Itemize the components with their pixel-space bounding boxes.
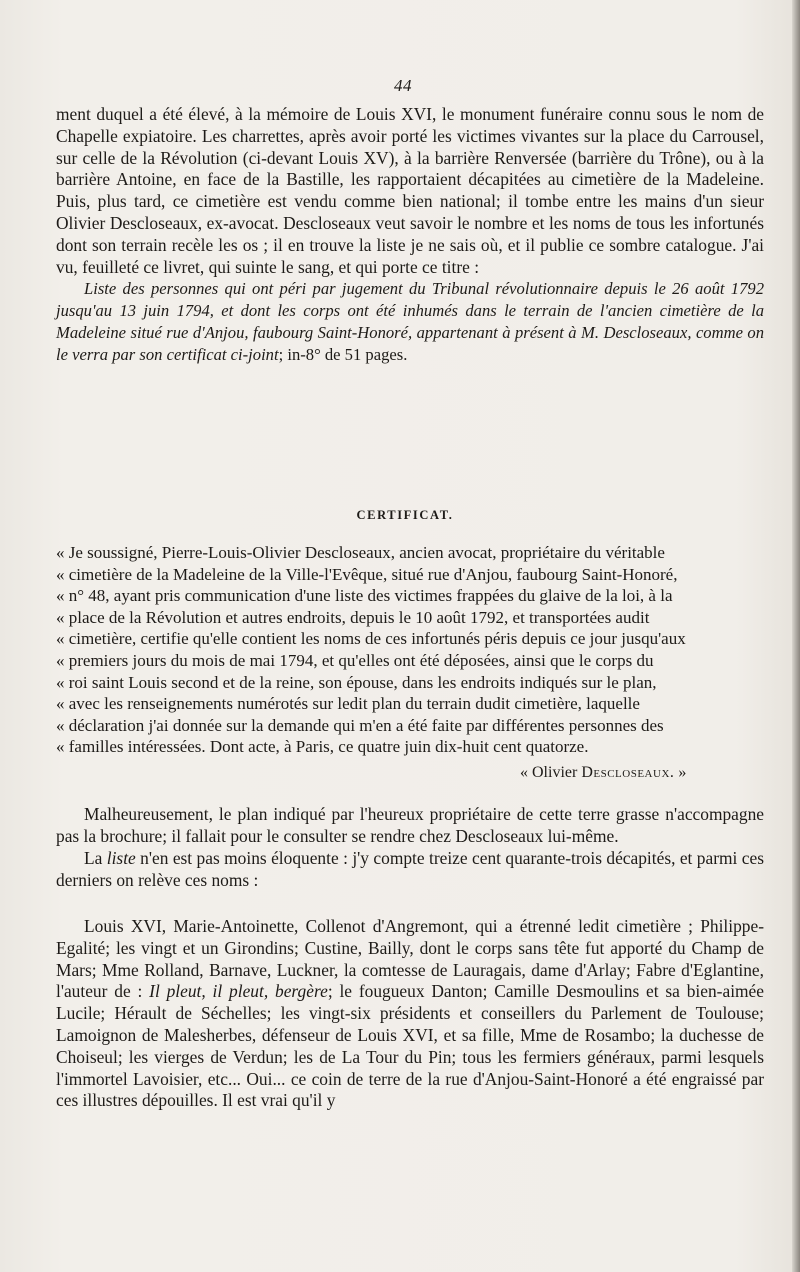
book-title-format: ; in-8° de 51 pages. (278, 345, 408, 364)
page-number: 44 (394, 76, 412, 95)
names-part2: ; le fougueux Danton; Camille Desmoulins et sa bien-aimée Lucile; Hérault de Séchelles; les vingt-six présidents et conseillers du Parlement de Toulouse; Lamoignon de Malesherbes, défenseur de Louis XVI, et sa fille, Mme de Rosambo; la duchesse de Choiseul; les vierges de Verdun; les de La Tour du Pin; tous les fermiers généraux, parmi lesquels l'immortel Lavoisier, etc... Oui... ce coin de terre de la rue d'Anjou-Saint-Honoré a été engraissé par ces illustres dépouilles. Il est vrai qu'il y (56, 981, 764, 1111)
certificate-signature (520, 764, 686, 782)
certificate-heading: CERTIFICAT. (356, 508, 454, 522)
certificate-line: « déclaration j'ai donnée sur la demande qui m'en a été faite par différentes personnes des (56, 715, 664, 735)
names-paragraph (56, 916, 764, 1112)
intro-paragraph: ment duquel a été élevé, à la mémoire de Louis XVI, le monument funéraire connu sous le nom de Chapelle expiatoire. Les charrettes, après avoir porté les victimes vivantes sur la place du Carrousel, sur celle de la Révolution (ci-devant Louis XV), à la barrière Renversée (barrière du Trône), ou à la barrière Antoine, en face de la Bastille, les rapportaient décapitées au cimetière de la Madeleine. Puis, plus tard, ce cimetière est vendu comme bien national; il tombe entre les mains d'un sieur Olivier Descloseaux, ex-avocat. Descloseaux veut savoir le nombre et les noms de tous les infortunés dont son terrain recèle les os ; il en trouve la liste je ne sais où, et il publie ce sombre catalogue. J'ai vu, feuilleté ce livret, qui suinte le sang, et qui porte ce titre : (56, 104, 764, 277)
certificate-line: « place de la Révolution et autres endroits, depuis le 10 août 1792, et transportées audit (56, 607, 650, 627)
signature-suffix: » (678, 764, 687, 781)
liste-italic: liste (106, 848, 136, 868)
names-song-title: Il pleut, il pleut, bergère (149, 981, 328, 1002)
certificate-line: « Je soussigné, Pierre-Louis-Olivier Descloseaux, ancien avocat, propriétaire du véritable (56, 543, 665, 562)
page-edge-shadow (792, 0, 800, 1272)
liste-after: n'en est pas moins éloquente : j'y compte treize cent quarante-trois décapités, et parmi ces derniers on relève ces noms : (56, 848, 764, 890)
certificate-line: « familles intéressées. Dont acte, à Paris, ce quatre juin dix-huit cent quatorze. (56, 737, 589, 757)
signature-name: Descloseaux. (581, 764, 675, 781)
certificate-line: « avec les renseignements numérotés sur ledit plan du terrain dudit cimetière, laquelle (56, 694, 640, 714)
certificate-line: « n° 48, ayant pris communication d'une liste des victimes frappées du glaive de la loi, à la (56, 586, 673, 606)
signature-prefix: « Olivier (520, 764, 578, 781)
liste-before: La (84, 848, 107, 868)
certificate-line: « premiers jours du mois de mai 1794, et qu'elles ont été déposées, ainsi que le corps du (56, 650, 654, 670)
certificate-line: « roi saint Louis second et de la reine, son épouse, dans les endroits indiqués sur le plan, (56, 672, 657, 692)
plan-paragraph: Malheureusement, le plan indiqué par l'heureux propriétaire de cette terre grasse n'accompagne pas la brochure; il fallait pour le consulter se rendre chez Descloseaux lui-même. (56, 804, 764, 846)
certificate-text (56, 542, 764, 758)
certificate-line: « cimetière de la Madeleine de la Ville-l'Evêque, situé rue d'Anjou, faubourg Saint-Honoré, (56, 564, 678, 584)
book-title-italic: Liste des personnes qui ont péri par jugement du Tribunal révolutionnaire depuis le 26 août 1792 jusqu'au 13 juin 1794, et dont les corps ont été inhumés dans le terrain de l'ancien cimetière de la Madeleine situé rue d'Anjou, faubourg Saint-Honoré, appartenant à présent à M. Descloseaux, comme on le verra par son certificat ci-joint (56, 279, 764, 364)
book-title-paragraph (56, 278, 764, 366)
names-part1: Louis XVI, Marie-Antoinette, Collenot d'Angremont, qui a étrenné ledit cimetière ; Philippe-Egalité; les vingt et un Girondins; Custine, Bailly, dont le corps sans tête fut apporté du Champ de Mars; Mme Rolland, Barnave, Luckner, la comtesse de Lauragais, dame d'Arlay; Fabre d'Eglantine, l'auteur de : (56, 916, 764, 1002)
certificate-line: « cimetière, certifie qu'elle contient les noms de ces infortunés péris depuis ce jour jusqu'aux (56, 629, 686, 649)
liste-paragraph (56, 848, 764, 892)
